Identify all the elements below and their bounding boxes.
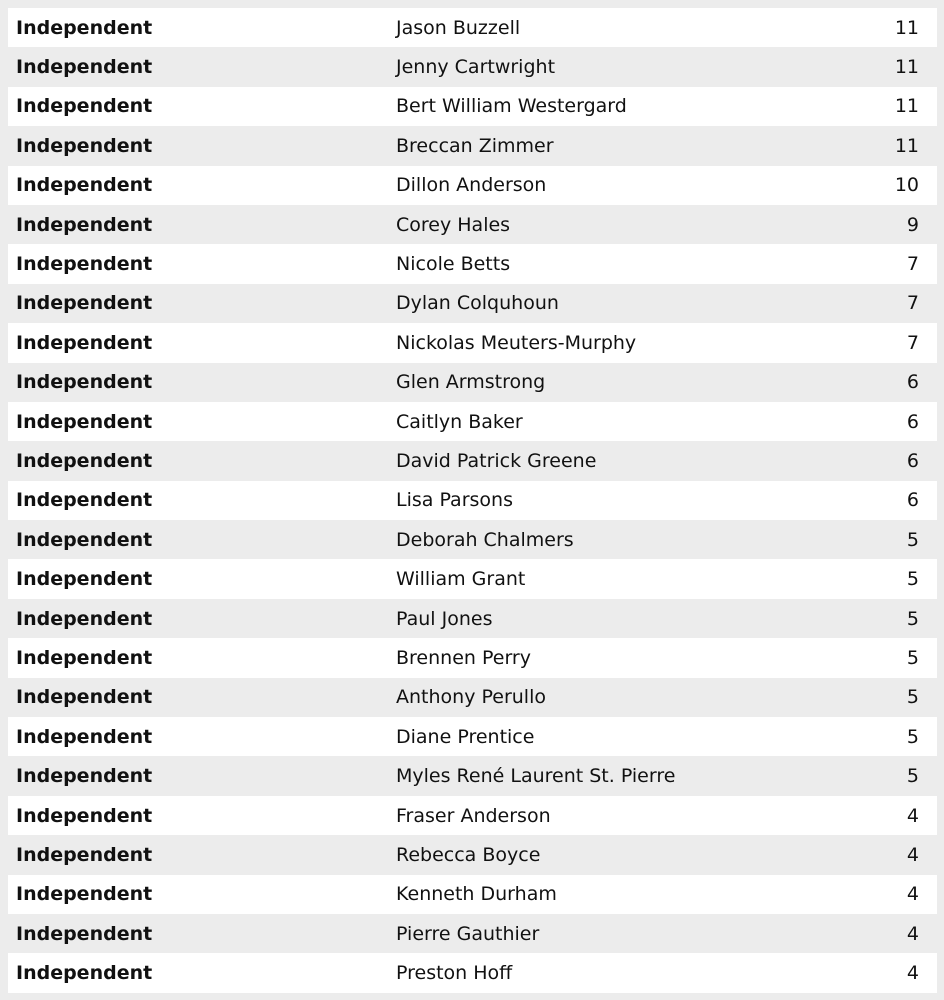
table-row [8,559,937,598]
party-cell: Independent [16,765,153,788]
candidate-name-cell: Bert William Westergard [396,95,627,118]
candidate-name-cell: William Grant [396,568,526,591]
party-cell: Independent [16,174,153,197]
candidate-name-cell: Deborah Chalmers [396,528,574,551]
party-cell: Independent [16,331,153,354]
candidate-name-cell: Diane Prentice [396,725,535,748]
candidate-name-cell: Caitlyn Baker [396,410,523,433]
table-row [8,323,937,362]
votes-cell: 11 [894,95,919,118]
votes-cell: 5 [906,725,919,748]
candidate-name-cell: Nickolas Meuters-Murphy [396,331,637,354]
party-cell: Independent [16,56,153,79]
candidate-name-cell: Kenneth Durham [396,883,557,906]
election-results-table [8,8,937,993]
votes-cell: 4 [906,804,919,827]
votes-cell: 6 [906,489,919,512]
votes-cell: 5 [906,528,919,551]
votes-cell: 5 [906,765,919,788]
votes-cell: 10 [894,174,919,197]
candidate-name-cell: Brennen Perry [396,646,531,669]
party-cell: Independent [16,292,153,315]
party-cell: Independent [16,134,153,157]
votes-cell: 6 [906,410,919,433]
table-row [8,166,937,205]
candidate-name-cell: Nicole Betts [396,253,511,276]
party-cell: Independent [16,253,153,276]
table-row [8,835,937,874]
party-cell: Independent [16,528,153,551]
table-row [8,953,937,992]
candidate-name-cell: Rebecca Boyce [396,843,541,866]
candidate-name-cell: Preston Hoff [396,962,513,985]
candidate-name-cell: Anthony Perullo [396,686,546,709]
votes-cell: 7 [906,331,919,354]
table-row [8,756,937,795]
candidate-name-cell: Dylan Colquhoun [396,292,559,315]
votes-cell: 5 [906,686,919,709]
table-row [8,481,937,520]
party-cell: Independent [16,568,153,591]
table-row [8,205,937,244]
candidate-name-cell: David Patrick Greene [396,449,597,472]
party-cell: Independent [16,16,153,39]
votes-cell: 6 [906,371,919,394]
table-row [8,87,937,126]
party-cell: Independent [16,371,153,394]
party-cell: Independent [16,883,153,906]
party-cell: Independent [16,213,153,236]
votes-cell: 5 [906,646,919,669]
table-row [8,599,937,638]
party-cell: Independent [16,843,153,866]
votes-cell: 6 [906,449,919,472]
party-cell: Independent [16,804,153,827]
table-row [8,244,937,283]
candidate-name-cell: Dillon Anderson [396,174,547,197]
table-row [8,47,937,86]
votes-cell: 4 [906,922,919,945]
votes-cell: 11 [894,134,919,157]
votes-cell: 5 [906,568,919,591]
candidate-name-cell: Myles René Laurent St. Pierre [396,765,676,788]
votes-cell: 5 [906,607,919,630]
candidate-name-cell: Lisa Parsons [396,489,513,512]
candidate-name-cell: Pierre Gauthier [396,922,540,945]
table-row [8,363,937,402]
table-row [8,875,937,914]
table-row [8,8,937,47]
party-cell: Independent [16,962,153,985]
candidate-name-cell: Paul Jones [396,607,493,630]
votes-cell: 4 [906,843,919,866]
candidate-name-cell: Jenny Cartwright [396,56,556,79]
table-row [8,914,937,953]
table-row [8,520,937,559]
candidate-name-cell: Breccan Zimmer [396,134,554,157]
votes-cell: 11 [894,16,919,39]
party-cell: Independent [16,489,153,512]
candidate-name-cell: Fraser Anderson [396,804,551,827]
party-cell: Independent [16,725,153,748]
votes-cell: 4 [906,883,919,906]
party-cell: Independent [16,686,153,709]
party-cell: Independent [16,95,153,118]
table-row [8,796,937,835]
party-cell: Independent [16,449,153,472]
candidate-name-cell: Jason Buzzell [396,16,521,39]
table-row [8,441,937,480]
party-cell: Independent [16,607,153,630]
results-table-body [8,8,937,993]
votes-cell: 4 [906,962,919,985]
party-cell: Independent [16,922,153,945]
table-row [8,678,937,717]
votes-cell: 7 [906,253,919,276]
votes-cell: 9 [906,213,919,236]
table-row [8,126,937,165]
table-row [8,284,937,323]
candidate-name-cell: Glen Armstrong [396,371,546,394]
votes-cell: 11 [894,56,919,79]
party-cell: Independent [16,410,153,433]
table-row [8,717,937,756]
votes-cell: 7 [906,292,919,315]
table-row [8,638,937,677]
results-table-container [8,8,937,993]
table-row [8,402,937,441]
party-cell: Independent [16,646,153,669]
candidate-name-cell: Corey Hales [396,213,511,236]
